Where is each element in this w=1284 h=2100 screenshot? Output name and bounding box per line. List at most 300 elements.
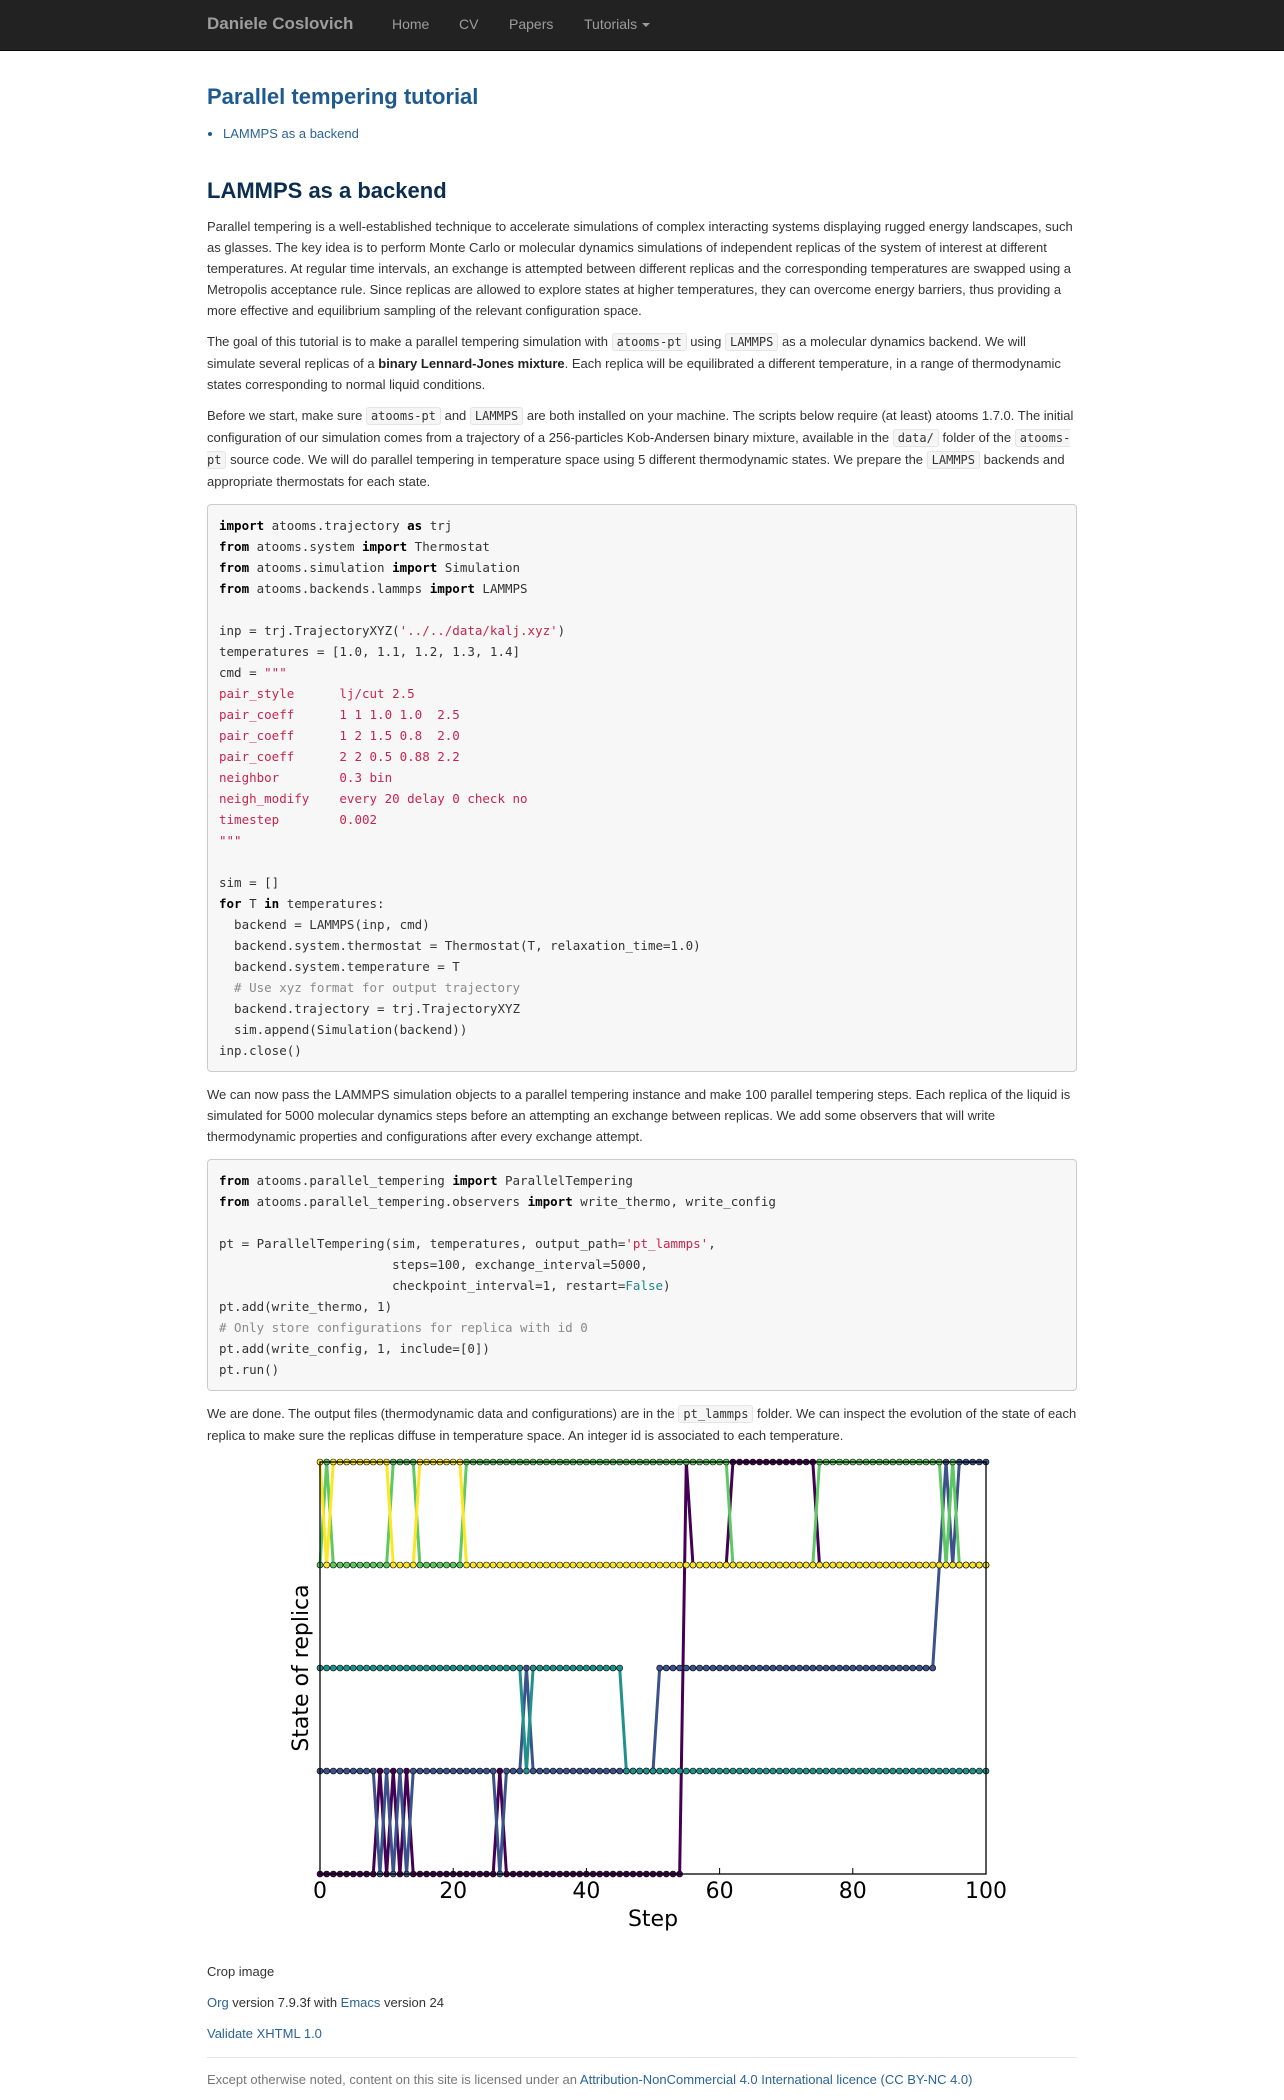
post-figure-block <box>207 1956 1077 2049</box>
inline-code: atooms-pt <box>612 333 687 351</box>
validate-xhtml-link[interactable]: Validate XHTML 1.0 <box>207 2026 322 2041</box>
data-point <box>497 1562 503 1568</box>
data-point <box>856 1665 862 1671</box>
data-point <box>397 1562 403 1568</box>
data-point <box>803 1665 809 1671</box>
data-point <box>470 1665 476 1671</box>
data-point <box>324 1562 330 1568</box>
data-point <box>970 1768 976 1774</box>
data-point <box>890 1665 896 1671</box>
code-string: 'pt_lammps' <box>625 1236 709 1251</box>
data-point <box>830 1562 836 1568</box>
validate-line <box>207 2018 1077 2049</box>
section-title: LAMMPS as a backend <box>207 178 447 203</box>
code-block-run[interactable] <box>207 1159 1077 1391</box>
data-point <box>923 1562 929 1568</box>
text: source code. We will do parallel tempering in temperature space using 5 different thermodynamic states. We prepare the <box>226 452 927 467</box>
data-point <box>863 1768 869 1774</box>
data-point <box>723 1768 729 1774</box>
data-point <box>330 1768 336 1774</box>
data-point <box>670 1768 676 1774</box>
data-point <box>730 1562 736 1568</box>
data-point <box>663 1562 669 1568</box>
code-string: """ <box>264 665 287 680</box>
data-point <box>710 1665 716 1671</box>
data-point <box>610 1665 616 1671</box>
data-point <box>477 1665 483 1671</box>
data-point <box>577 1562 583 1568</box>
data-point <box>697 1562 703 1568</box>
data-point <box>444 1768 450 1774</box>
text: backends and appropriate thermostats for each state. <box>207 452 1065 489</box>
code-string: timestep 0.002 <box>219 812 378 827</box>
data-point <box>623 1768 629 1774</box>
data-point <box>697 1665 703 1671</box>
data-point <box>464 1665 470 1671</box>
data-point <box>450 1768 456 1774</box>
code-text: pt.add(write_thermo, 1) <box>219 1299 393 1314</box>
data-point <box>703 1665 709 1671</box>
data-point <box>717 1768 723 1774</box>
nav-home-link[interactable]: Home <box>392 16 430 32</box>
data-point <box>484 1665 490 1671</box>
data-point <box>590 1665 596 1671</box>
data-point <box>903 1665 909 1671</box>
data-point <box>457 1665 463 1671</box>
y-axis-label: State of replica <box>289 1584 314 1752</box>
replica-state-figure <box>207 1458 1077 1950</box>
data-point <box>603 1665 609 1671</box>
keyword: import <box>362 539 408 554</box>
data-point <box>617 1768 623 1774</box>
data-point <box>976 1562 982 1568</box>
data-point <box>543 1768 549 1774</box>
data-point <box>677 1768 683 1774</box>
data-point <box>390 1562 396 1568</box>
data-point <box>970 1562 976 1568</box>
data-point <box>350 1665 356 1671</box>
data-point <box>790 1768 796 1774</box>
code-comment: # Use xyz format for output trajectory <box>219 980 521 995</box>
data-point <box>870 1768 876 1774</box>
data-point <box>364 1562 370 1568</box>
data-point <box>936 1768 942 1774</box>
data-point <box>916 1768 922 1774</box>
paragraph-setup <box>207 405 1077 492</box>
data-point <box>717 1562 723 1568</box>
text: folder of the <box>938 430 1015 445</box>
data-point <box>477 1768 483 1774</box>
data-point <box>484 1768 490 1774</box>
site-brand-link[interactable]: Daniele Coslovich <box>207 14 354 33</box>
data-point <box>643 1768 649 1774</box>
text: The goal of this tutorial is to make a parallel tempering simulation with <box>207 334 612 349</box>
data-point <box>690 1665 696 1671</box>
data-point <box>430 1665 436 1671</box>
data-point <box>663 1665 669 1671</box>
data-point <box>817 1562 823 1568</box>
code-text: , <box>708 1236 716 1251</box>
code-text: pt.add(write_config, 1, include=[0]) <box>219 1341 490 1356</box>
data-point <box>497 1665 503 1671</box>
x-axis-label: Step <box>627 1907 679 1932</box>
data-point <box>410 1768 416 1774</box>
code-text: cmd = <box>219 665 265 680</box>
text: and <box>440 408 470 423</box>
data-point <box>956 1562 962 1568</box>
data-point <box>730 1665 736 1671</box>
data-point <box>803 1562 809 1568</box>
data-point <box>417 1768 423 1774</box>
keyword: import <box>527 1194 573 1209</box>
data-point <box>510 1665 516 1671</box>
data-point <box>817 1665 823 1671</box>
data-point <box>890 1768 896 1774</box>
code-text: trj <box>422 518 453 533</box>
data-point <box>550 1562 556 1568</box>
code-text: temperatures = [1.0, 1.1, 1.2, 1.3, 1.4] <box>219 644 521 659</box>
data-point <box>910 1562 916 1568</box>
text: We are done. The output files (thermodynamic data and configurations) are in the <box>207 1406 679 1421</box>
data-point <box>410 1562 416 1568</box>
toc-item[interactable] <box>223 124 1077 144</box>
nav-cv-link[interactable]: CV <box>459 16 479 32</box>
code-string: neighbor 0.3 bin <box>219 770 393 785</box>
data-point <box>330 1562 336 1568</box>
data-point <box>510 1562 516 1568</box>
data-point <box>430 1562 436 1568</box>
data-point <box>337 1768 343 1774</box>
data-point <box>777 1768 783 1774</box>
data-point <box>490 1768 496 1774</box>
data-point <box>404 1768 410 1774</box>
data-point <box>630 1768 636 1774</box>
code-text: atooms.backends.lammps <box>249 581 430 596</box>
code-string: pair_coeff 1 1 1.0 1.0 2.5 <box>219 707 460 722</box>
data-point <box>670 1665 676 1671</box>
data-point <box>783 1768 789 1774</box>
data-point <box>723 1562 729 1568</box>
data-point <box>643 1562 649 1568</box>
data-point <box>737 1768 743 1774</box>
code-text: atooms.trajectory <box>264 518 408 533</box>
data-point <box>743 1768 749 1774</box>
data-point <box>517 1665 523 1671</box>
crop-image-text: Crop image <box>207 1964 275 1979</box>
data-point <box>530 1562 536 1568</box>
keyword: import <box>219 518 265 533</box>
nav-papers-link[interactable]: Papers <box>509 16 554 32</box>
x-tick-label: 40 <box>572 1879 601 1904</box>
paragraph-goal <box>207 331 1077 395</box>
data-point <box>883 1665 889 1671</box>
data-point <box>344 1562 350 1568</box>
data-point <box>797 1665 803 1671</box>
code-text: LAMMPS <box>474 581 528 596</box>
code-text: temperatures: <box>279 896 385 911</box>
data-point <box>650 1562 656 1568</box>
data-point <box>537 1562 543 1568</box>
series-layer <box>317 1459 989 1877</box>
data-point <box>876 1665 882 1671</box>
text: version 7.9.3f with <box>228 1995 341 2010</box>
bold-text: binary Lennard-Jones mixture <box>378 356 565 371</box>
data-point <box>850 1665 856 1671</box>
keyword: in <box>264 896 280 911</box>
page-title: Parallel tempering tutorial <box>207 84 479 109</box>
data-point <box>603 1562 609 1568</box>
inline-code: LAMMPS <box>470 407 523 425</box>
data-point <box>577 1768 583 1774</box>
data-point <box>757 1665 763 1671</box>
data-point <box>370 1768 376 1774</box>
keyword: as <box>407 518 423 533</box>
data-point <box>464 1562 470 1568</box>
data-point <box>503 1562 509 1568</box>
data-point <box>450 1665 456 1671</box>
data-point <box>384 1562 390 1568</box>
code-text: atooms.parallel_tempering <box>249 1173 453 1188</box>
keyword: from <box>219 1194 250 1209</box>
paragraph-intro: Parallel tempering is a well-established technique to accelerate simulations of complex interacting systems displaying rugged energy landscapes, such as glasses. The key idea is to perform Monte Carlo or molecular dynamics simulations of independent replicas of the system of interest at different temperatures. At regular time intervals, an exchange is attempted between different replicas and the corresponding temperatures are swapped using a Metropolis acceptance rule. Since replicas are allowed to explore states at higher temperatures, they can overcome energy barriers, thus providing a more effective and equilibrium sampling of the relevant configuration space. <box>207 219 1073 318</box>
code-text: sim = [] <box>219 875 280 890</box>
data-point <box>810 1562 816 1568</box>
license-link[interactable]: Attribution-NonCommercial 4.0 International licence (CC BY-NC 4.0) <box>579 2072 973 2087</box>
data-point <box>743 1665 749 1671</box>
code-boolean: False <box>625 1278 664 1293</box>
inline-code: atooms-pt <box>207 431 1071 467</box>
data-point <box>377 1562 383 1568</box>
data-point <box>903 1768 909 1774</box>
nav-tutorials-dropdown[interactable] <box>584 16 650 32</box>
data-point <box>896 1768 902 1774</box>
data-point <box>337 1665 343 1671</box>
emacs-link[interactable]: Emacs <box>340 1995 381 2010</box>
data-point <box>457 1768 463 1774</box>
data-point <box>543 1665 549 1671</box>
data-point <box>883 1562 889 1568</box>
code-string: pair_coeff 1 2 1.5 0.8 2.0 <box>219 728 460 743</box>
data-point <box>357 1665 363 1671</box>
x-tick-label: 60 <box>705 1879 734 1904</box>
data-point <box>896 1665 902 1671</box>
x-tick-label: 80 <box>838 1879 867 1904</box>
data-point <box>324 1665 330 1671</box>
data-point <box>763 1768 769 1774</box>
code-text: pt = ParallelTempering(sim, temperatures, output_path= <box>219 1236 626 1251</box>
data-point <box>757 1562 763 1568</box>
data-point <box>763 1562 769 1568</box>
data-point <box>324 1768 330 1774</box>
data-point <box>590 1768 596 1774</box>
data-point <box>863 1562 869 1568</box>
data-point <box>523 1665 529 1671</box>
code-text: backend.system.thermostat = Thermostat(T, relaxation_time=1.0) <box>219 938 701 953</box>
data-point <box>630 1562 636 1568</box>
inline-code: data/ <box>893 429 939 447</box>
data-point <box>836 1665 842 1671</box>
data-point <box>497 1768 503 1774</box>
data-point <box>390 1768 396 1774</box>
data-point <box>870 1562 876 1568</box>
data-point <box>770 1768 776 1774</box>
data-point <box>517 1768 523 1774</box>
data-point <box>850 1562 856 1568</box>
data-point <box>424 1562 430 1568</box>
x-tick-label: 20 <box>439 1879 468 1904</box>
data-point <box>830 1665 836 1671</box>
data-point <box>444 1562 450 1568</box>
data-point <box>916 1665 922 1671</box>
data-point <box>657 1665 663 1671</box>
data-point <box>943 1562 949 1568</box>
inline-code: LAMMPS <box>725 333 778 351</box>
data-point <box>384 1768 390 1774</box>
data-point <box>876 1768 882 1774</box>
main-content <box>207 50 1077 2087</box>
data-point <box>797 1768 803 1774</box>
data-point <box>490 1665 496 1671</box>
data-point <box>836 1562 842 1568</box>
data-point <box>750 1562 756 1568</box>
data-point <box>890 1562 896 1568</box>
text: . Each replica will be equilibrated a different temperature, in a range of thermodynamic states corresponding to normal liquid conditions. <box>207 356 1061 392</box>
data-point <box>703 1768 709 1774</box>
toc-link[interactable]: LAMMPS as a backend <box>223 126 359 141</box>
data-point <box>723 1665 729 1671</box>
data-point <box>530 1665 536 1671</box>
data-point <box>550 1665 556 1671</box>
data-point <box>523 1768 529 1774</box>
data-point <box>770 1562 776 1568</box>
data-point <box>417 1665 423 1671</box>
paragraph-run: We can now pass the LAMMPS simulation objects to a parallel tempering instance and make 100 parallel tempering steps. Each replica of the liquid is simulated for 5000 molecular dynamics steps before an attempting an exchange between replicas. We add some observers that will write thermodynamic properties and configurations after every exchange attempt. <box>207 1087 1071 1144</box>
data-point <box>404 1665 410 1671</box>
data-point <box>417 1562 423 1568</box>
code-text: T <box>241 896 265 911</box>
inline-code: atooms-pt <box>366 407 441 425</box>
code-string: pair_coeff 2 2 0.5 0.88 2.2 <box>219 749 460 764</box>
data-point <box>424 1665 430 1671</box>
data-point <box>623 1562 629 1568</box>
data-point <box>424 1768 430 1774</box>
data-point <box>843 1768 849 1774</box>
data-point <box>770 1665 776 1671</box>
data-point <box>690 1768 696 1774</box>
data-point <box>916 1562 922 1568</box>
data-point <box>896 1562 902 1568</box>
data-point <box>856 1562 862 1568</box>
data-point <box>637 1768 643 1774</box>
data-point <box>863 1665 869 1671</box>
data-point <box>976 1768 982 1774</box>
data-point <box>484 1562 490 1568</box>
data-point <box>344 1768 350 1774</box>
data-point <box>950 1768 956 1774</box>
data-point <box>570 1665 576 1671</box>
data-point <box>557 1768 563 1774</box>
data-point <box>777 1562 783 1568</box>
data-point <box>603 1768 609 1774</box>
keyword: from <box>219 581 250 596</box>
data-point <box>697 1768 703 1774</box>
data-point <box>357 1768 363 1774</box>
keyword: import <box>452 1173 498 1188</box>
text: Before we start, make sure <box>207 408 366 423</box>
code-text: inp.close() <box>219 1043 302 1058</box>
code-text: atooms.simulation <box>249 560 393 575</box>
text: folder. We can inspect the evolution of the state of each replica to make sure the replicas diffuse in temperature space. An integer id is associated to each temperature. <box>207 1406 1077 1443</box>
data-point <box>470 1562 476 1568</box>
keyword: import <box>392 560 438 575</box>
data-point <box>763 1665 769 1671</box>
code-string: neigh_modify every 20 delay 0 check no <box>219 791 528 806</box>
keyword: import <box>429 581 475 596</box>
data-point <box>657 1562 663 1568</box>
data-point <box>410 1665 416 1671</box>
data-point <box>330 1665 336 1671</box>
data-point <box>444 1665 450 1671</box>
code-text: inp = trj.TrajectoryXYZ( <box>219 623 400 638</box>
data-point <box>370 1562 376 1568</box>
data-point <box>710 1768 716 1774</box>
code-text: atooms.parallel_tempering.observers <box>249 1194 528 1209</box>
text: are both installed on your machine. The scripts below require (at least) atooms 1.7.0. The initial configuration of our simulation comes from a trajectory of a 256-particles Kob-Andersen binary mixture, available in the <box>207 408 1074 445</box>
data-point <box>570 1768 576 1774</box>
data-point <box>737 1665 743 1671</box>
code-string: """ <box>219 833 242 848</box>
data-point <box>910 1665 916 1671</box>
data-point <box>637 1562 643 1568</box>
data-point <box>503 1665 509 1671</box>
data-point <box>870 1665 876 1671</box>
data-point <box>963 1768 969 1774</box>
code-text: ) <box>663 1278 671 1293</box>
code-string: pair_style lj/cut 2.5 <box>219 686 415 701</box>
keyword: from <box>219 1173 250 1188</box>
data-point <box>437 1665 443 1671</box>
inline-code: pt_lammps <box>678 1405 753 1423</box>
data-point <box>583 1665 589 1671</box>
data-point <box>617 1562 623 1568</box>
data-point <box>910 1768 916 1774</box>
code-string: '../../data/kalj.xyz' <box>399 623 558 638</box>
data-point <box>384 1665 390 1671</box>
data-point <box>477 1562 483 1568</box>
created-with-line <box>207 1987 1077 2018</box>
data-point <box>377 1665 383 1671</box>
data-point <box>617 1665 623 1671</box>
table-of-contents <box>207 124 1077 144</box>
data-point <box>836 1768 842 1774</box>
paragraph-done <box>207 1403 1077 1446</box>
data-point <box>663 1768 669 1774</box>
data-point <box>597 1562 603 1568</box>
data-point <box>817 1768 823 1774</box>
data-point <box>790 1665 796 1671</box>
data-point <box>397 1768 403 1774</box>
code-block-setup[interactable] <box>207 504 1077 1072</box>
data-point <box>690 1562 696 1568</box>
inline-code: LAMMPS <box>927 451 980 469</box>
data-point <box>437 1768 443 1774</box>
code-text: ) <box>557 623 566 638</box>
org-link[interactable]: Org <box>207 1995 229 2010</box>
code-text: ParallelTempering <box>497 1173 633 1188</box>
data-point <box>490 1562 496 1568</box>
data-point <box>590 1562 596 1568</box>
data-point <box>523 1562 529 1568</box>
